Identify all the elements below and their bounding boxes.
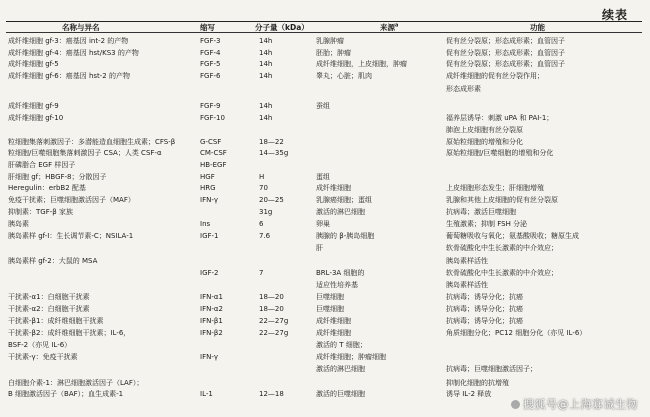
row-function: 上皮细胞形态发生；肝细胞增殖 (446, 184, 544, 192)
table-row (0, 328, 650, 339)
table-row (0, 148, 650, 159)
table-row (0, 378, 650, 389)
row-abbr: HRG (200, 184, 216, 192)
row-name: 成纤维细胞 gf-6：癌基因 hst-2 的产物 (8, 72, 130, 80)
row-source: 巨噬细胞 (316, 305, 344, 313)
table-row (0, 59, 650, 70)
table-top-rule (6, 21, 642, 22)
row-name: 成纤维细胞 gf-5 (8, 60, 59, 68)
table-row (0, 268, 650, 279)
row-abbr: HGF (200, 173, 215, 181)
row-function: 软骨硫酸化中生长激素的中介效应； (446, 244, 558, 252)
row-abbr: IFN-γ (200, 353, 218, 361)
row-abbr: FGF-9 (200, 102, 221, 110)
row-function: 福养层诱导：刺激 uPA 和 PAI-1； (446, 114, 554, 122)
row-abbr: IGF-2 (200, 269, 219, 277)
row-function: 促有丝分裂原；形态成形素；血管因子 (446, 49, 565, 57)
row-abbr: IGF-1 (200, 232, 219, 240)
row-function: 原始粒细胞的增殖和分化 (446, 138, 523, 146)
row-abbr: IL-1 (200, 390, 213, 398)
table-row (0, 352, 650, 363)
row-mw: 6 (259, 220, 264, 228)
row-function: 抗病毒；诱导分化；抗癌 (446, 293, 523, 301)
row-function: 软骨硫酸化中生长激素的中介效应； (446, 269, 558, 277)
row-function: 抗病毒；巨噬细胞激活因子； (446, 365, 537, 373)
row-mw: 14h (259, 114, 273, 122)
watermark (511, 396, 638, 412)
row-mw: 14h (259, 37, 273, 45)
row-mw: 31g (259, 208, 273, 216)
table-row (0, 304, 650, 315)
watermark-text: 搜狐号@上海寡诚生物 (523, 398, 638, 411)
row-abbr: IFN-α1 (200, 293, 223, 301)
row-abbr: HB-EGF (200, 161, 227, 169)
table-row (0, 195, 650, 206)
row-mw: 14—35g (259, 149, 289, 157)
table-row (0, 316, 650, 327)
row-name: 成纤维细胞 gf-9 (8, 102, 59, 110)
row-abbr: G-CSF (200, 138, 222, 146)
row-name: 胰岛素样 gf-I：生长调节素-C；NSILA-1 (8, 232, 134, 240)
row-function: 形态成形素 (446, 85, 481, 93)
row-mw: 18—20 (259, 305, 284, 313)
row-name: 胰岛素 (8, 220, 29, 228)
row-name: 干扰素-α2：白细胞干扰素 (8, 305, 90, 313)
row-mw: 18—22 (259, 138, 284, 146)
row-name: 免疫干扰素；巨噬细胞激活因子（MAF） (8, 196, 135, 204)
row-function: 抗病毒；诱导分化；抗癌 (446, 305, 523, 313)
row-source: 蚕组 (316, 102, 330, 110)
table-row (0, 101, 650, 112)
row-source: 适应性培养基 (316, 281, 358, 289)
row-function: 抑制化细胞的抗增殖 (446, 379, 509, 387)
row-mw: 14h (259, 49, 273, 57)
header-source-footnote: a (395, 22, 399, 29)
row-abbr: FGF-3 (200, 37, 221, 45)
table-row (0, 292, 650, 303)
row-function: 成纤维细胞的促有丝分裂作用； (446, 72, 544, 80)
table-row (0, 231, 650, 242)
row-mw: 12—18 (259, 390, 284, 398)
row-mw: H (259, 173, 265, 181)
table-row (0, 207, 650, 218)
row-abbr: CM-CSF (200, 149, 227, 157)
table-row (0, 256, 650, 267)
table-row (0, 183, 650, 194)
table-row (0, 172, 650, 183)
row-name: 白细胞介素-1：淋巴细胞激活因子（LAF）； (8, 379, 144, 387)
row-source: 激活的巨噬细胞 (316, 390, 365, 398)
row-function: 胰岛素样活性 (446, 281, 488, 289)
row-source: 肝 (316, 244, 323, 252)
row-function: 角质细胞分化；PC12 细胞分化（亦见 IL-6） (446, 329, 587, 337)
table-row (0, 280, 650, 291)
row-source: 蛋组 (316, 173, 330, 181)
header-rule (6, 32, 642, 33)
row-function: 生殖激素；抑制 FSH 分泌 (446, 220, 528, 228)
row-function: 乳腺和其他上皮细胞的促有丝分裂原 (446, 196, 558, 204)
row-name: 肝细胞 gf；HBGF-8；分散因子 (8, 173, 107, 181)
row-mw: 14h (259, 72, 273, 80)
row-source: 卵巢 (316, 220, 330, 228)
row-mw: 22—27g (259, 329, 289, 337)
row-mw: 7.6 (259, 232, 271, 240)
row-source: 乳腺癌细胞；蛋组 (316, 196, 372, 204)
table-row (0, 71, 650, 82)
row-mw: 20—25 (259, 196, 284, 204)
row-abbr: IFN-α2 (200, 305, 223, 313)
row-abbr: FGF-10 (200, 114, 225, 122)
row-name: Heregulin：erbB2 配基 (8, 184, 86, 192)
header-function: 功能 (530, 23, 545, 32)
row-mw: 18—20 (259, 293, 284, 301)
row-source: 成纤维细胞，上皮细胞，肿瘤 (316, 60, 407, 68)
table-row (0, 243, 650, 254)
row-name: 胰岛素样 gf-2：大鼠的 MSA (8, 257, 98, 265)
header-abbr: 缩写 (200, 23, 215, 32)
row-source: 乳腺肿瘤 (316, 37, 344, 45)
table-row (0, 340, 650, 351)
row-name: 干扰素-γ：免疫干扰素 (8, 353, 78, 361)
row-mw: 22—27g (259, 317, 289, 325)
row-function: 促有丝分裂原；形态成形素；血管因子 (446, 37, 565, 45)
row-source: 巨噬细胞 (316, 293, 344, 301)
table-row (0, 219, 650, 230)
header-name: 名称与异名 (62, 23, 100, 32)
row-source: 成纤维细胞 (316, 317, 351, 325)
header-mw: 分子量（kDa） (255, 23, 309, 32)
row-mw: 14h (259, 60, 273, 68)
table-row (0, 125, 650, 136)
row-source: 成纤维细胞 (316, 329, 351, 337)
row-abbr: IFN-γ (200, 196, 218, 204)
sohu-logo-icon (511, 400, 520, 409)
row-source: 激活的淋巴细胞 (316, 365, 365, 373)
row-source: 成纤维细胞；肿瘤细胞 (316, 353, 386, 361)
row-abbr: FGF-6 (200, 72, 221, 80)
row-function: 葡萄糖吸收与氧化；氨基酸吸收；糖原生成 (446, 232, 579, 240)
header-source-text: 来源 (380, 23, 395, 32)
table-row (0, 36, 650, 47)
row-name: 干扰素-β1：成纤维细胞干扰素 (8, 317, 104, 325)
row-function: 肺泡上皮细胞有丝分裂原 (446, 126, 523, 134)
row-name: 肝磷脂合 EGF 样因子 (8, 161, 76, 169)
row-function: 抗病毒；诱导分化；抗癌 (446, 317, 523, 325)
table-row (0, 364, 650, 375)
row-source: 成纤维细胞 (316, 184, 351, 192)
row-mw: 70 (259, 184, 268, 192)
row-mw: 14h (259, 102, 273, 110)
row-name: 抑制素：TGF-β 家族 (8, 208, 73, 216)
row-name: 成纤维细胞 gf-3：癌基因 int-2 的产物 (8, 37, 129, 45)
row-name: 干扰素-β2：成纤维细胞干扰素；IL-6， (8, 329, 131, 337)
row-source: 胰腺的 β-胰岛细胞 (316, 232, 375, 240)
row-name: 干扰素-α1：白细胞干扰素 (8, 293, 90, 301)
row-source: BRL-3A 细胞的 (316, 269, 365, 277)
row-source: 睾丸；心脏；肌肉 (316, 72, 372, 80)
table-row (0, 113, 650, 124)
row-function: 抗病毒；激活巨噬细胞 (446, 208, 516, 216)
row-abbr: Ins (200, 220, 211, 228)
row-source: 激活的淋巴细胞 (316, 208, 365, 216)
row-abbr: IFN-β1 (200, 317, 223, 325)
row-mw: 7 (259, 269, 264, 277)
continued-label: 续表 (601, 8, 628, 22)
row-abbr: FGF-4 (200, 49, 221, 57)
row-function: 原始粒细胞/巨噬细胞的增殖和分化 (446, 149, 554, 157)
row-function: 诱导 IL-2 释放 (446, 390, 492, 398)
row-abbr: FGF-5 (200, 60, 221, 68)
table-row (0, 137, 650, 148)
row-source: 胚胎；肿瘤 (316, 49, 351, 57)
row-function: 促有丝分裂原；形态成形素；血管因子 (446, 60, 565, 68)
row-abbr: IFN-β2 (200, 329, 223, 337)
row-source: 激活的 T 细胞； (316, 341, 367, 349)
table-row (0, 160, 650, 171)
row-name: 粒细胞/巨噬细胞集落刺激因子 CSA；人类 CSF-α (8, 149, 162, 157)
table-row (0, 48, 650, 59)
row-name: 粒细胞集落刺激因子：多潜能造血细胞生成素；CFS-β (8, 138, 176, 146)
row-function: 胰岛素样活性 (446, 257, 488, 265)
row-name: 成纤维细胞 gf-4：癌基因 hst/KS3 的产物 (8, 49, 139, 57)
row-name: B 细胞激活因子（BAF）；血生成素-1 (8, 390, 124, 398)
row-name: 成纤维细胞 gf-10 (8, 114, 64, 122)
table-row (0, 84, 650, 95)
row-name: BSF-2（亦见 IL-6） (8, 341, 72, 349)
